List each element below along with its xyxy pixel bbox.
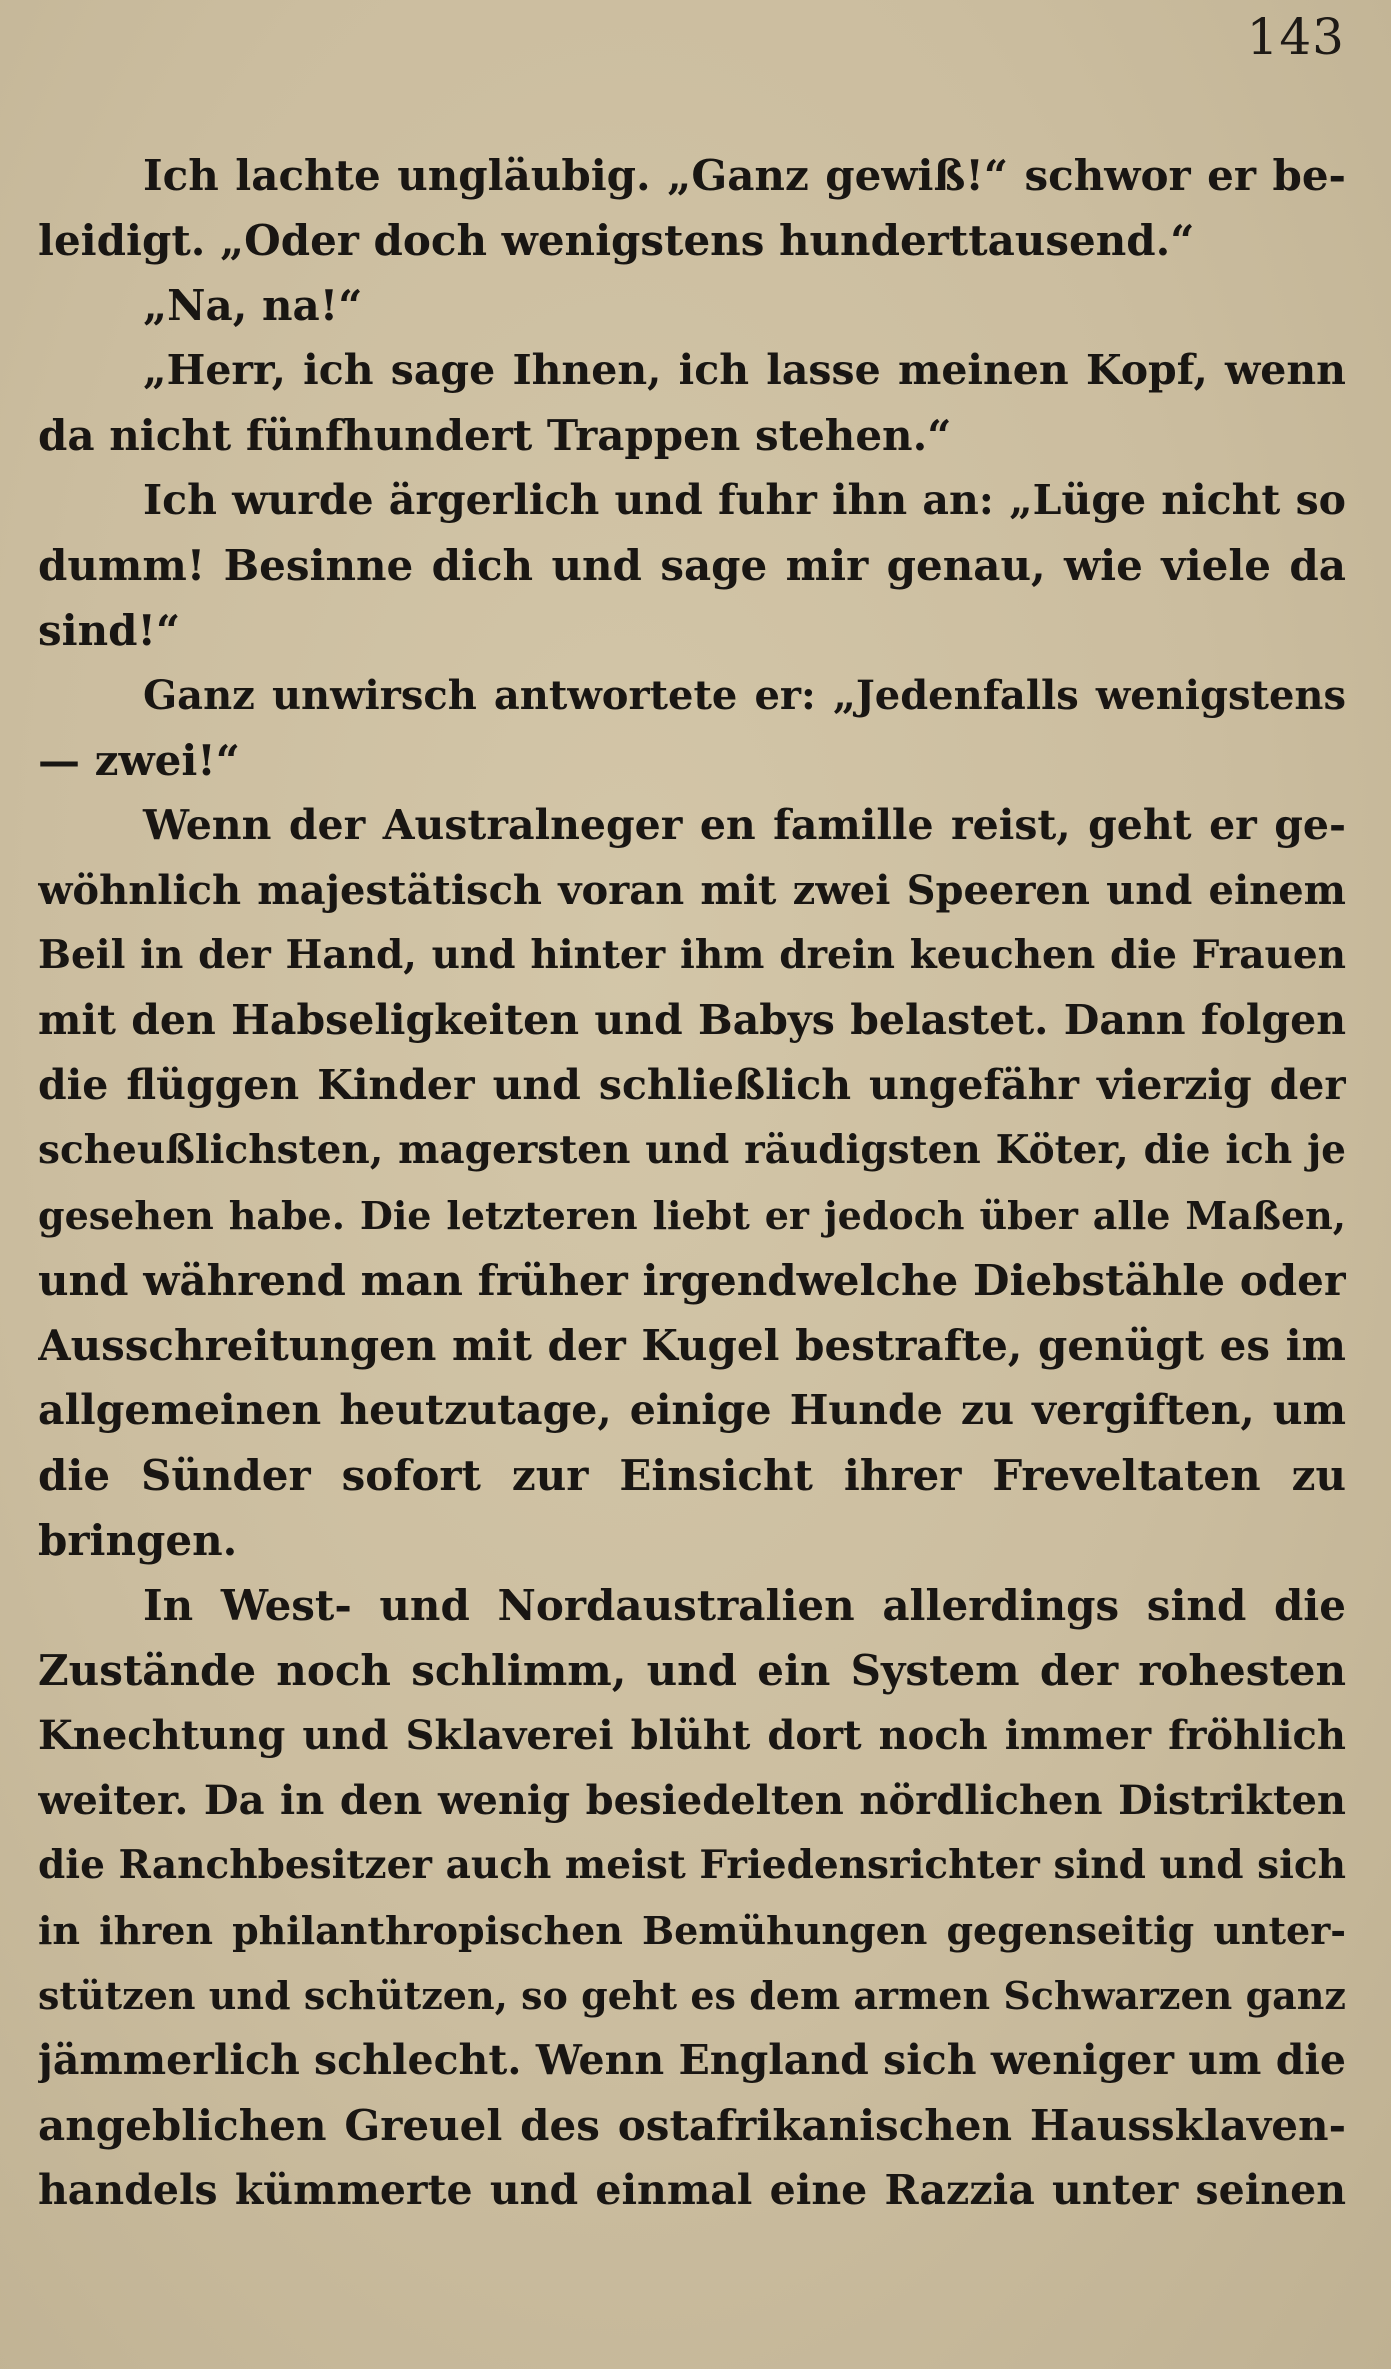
text-line: Ich wurde ärgerlich und fuhr ihn an: „Lüge nicht so bbox=[143, 476, 1346, 524]
text-line: Wenn der Australneger en famille reist, geht er ge- bbox=[143, 801, 1346, 849]
text-line: in ihren philanthropischen Bemühungen gegenseitig unter- bbox=[38, 1908, 1346, 1953]
text-line: gesehen habe. Die letzteren liebt er jedoch über alle Maßen, bbox=[38, 1193, 1346, 1238]
text-line: jämmerlich schlecht. Wenn England sich weniger um die bbox=[38, 2036, 1346, 2084]
text-line: und während man früher irgendwelche Diebstähle oder bbox=[38, 1256, 1346, 1305]
text-line: handels kümmerte und einmal eine Razzia unter seinen bbox=[38, 2166, 1346, 2214]
text-line: dumm! Besinne dich und sage mir genau, wie viele da bbox=[38, 541, 1346, 590]
text-line: In West- und Nordaustralien allerdings sind die bbox=[143, 1581, 1346, 1630]
text-line: wöhnlich majestätisch voran mit zwei Speeren und einem bbox=[38, 867, 1346, 914]
text-line: Ganz unwirsch antwortete er: „Jedenfalls wenigstens bbox=[143, 672, 1346, 719]
text-line: die Ranchbesitzer auch meist Friedensrichter sind und sich bbox=[38, 1842, 1346, 1888]
text-line: allgemeinen heutzutage, einige Hunde zu vergiften, um bbox=[38, 1386, 1346, 1434]
text-line: da nicht fünfhundert Trappen stehen.“ bbox=[38, 411, 952, 460]
page-number: 143 bbox=[1246, 8, 1345, 66]
text-line: Ich lachte ungläubig. „Ganz gewiß!“ schwor er be- bbox=[143, 151, 1346, 200]
body-text bbox=[38, 143, 1346, 2223]
text-line: Ausschreitungen mit der Kugel bestrafte, genügt es im bbox=[38, 1321, 1346, 1370]
text-line: bringen. bbox=[38, 1516, 238, 1565]
text-line: Knechtung und Sklaverei blüht dort noch immer fröhlich bbox=[38, 1712, 1346, 1759]
text-line: „Na, na!“ bbox=[143, 281, 363, 330]
text-line: die Sünder sofort zur Einsicht ihrer Freveltaten zu bbox=[38, 1451, 1346, 1500]
text-line: stützen und schützen, so geht es dem armen Schwarzen ganz bbox=[38, 1973, 1346, 2018]
text-line: weiter. Da in den wenig besiedelten nördlichen Distrikten bbox=[38, 1777, 1346, 1824]
text-line: sind!“ bbox=[38, 606, 181, 655]
text-line: „Herr, ich sage Ihnen, ich lasse meinen Kopf, wenn bbox=[143, 346, 1346, 394]
text-line: Zustände noch schlimm, und ein System der rohesten bbox=[38, 1646, 1346, 1695]
text-line: scheußlichsten, magersten und räudigsten Köter, die ich je bbox=[38, 1127, 1346, 1173]
text-line: Beil in der Hand, und hinter ihm drein keuchen die Frauen bbox=[38, 932, 1346, 978]
text-line: die flüggen Kinder und schließlich ungefähr vierzig der bbox=[38, 1061, 1346, 1109]
text-line: mit den Habseligkeiten und Babys belastet. Dann folgen bbox=[38, 996, 1346, 1044]
text-line: leidigt. „Oder doch wenigstens hunderttausend.“ bbox=[38, 216, 1195, 265]
text-line: — zwei!“ bbox=[38, 736, 240, 785]
text-line: angeblichen Greuel des ostafrikanischen Haussklaven- bbox=[38, 2101, 1346, 2150]
